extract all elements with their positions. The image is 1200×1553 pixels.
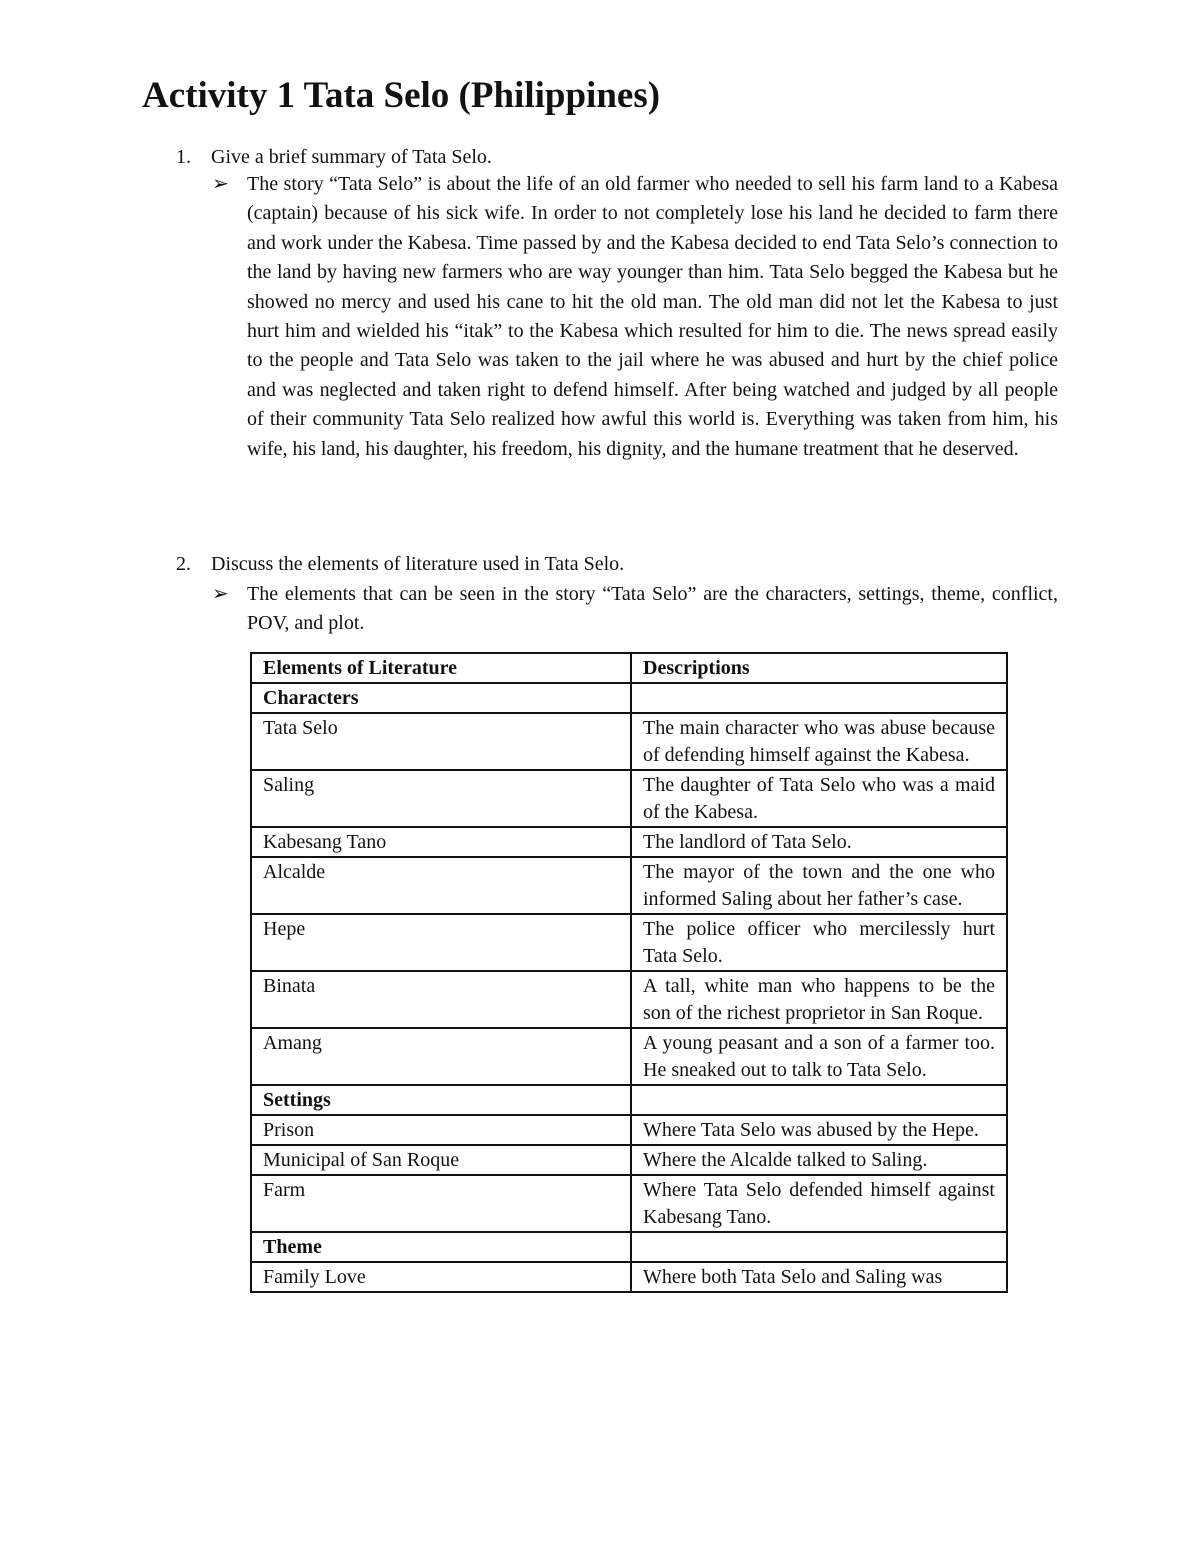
- section-row: [251, 1232, 1007, 1262]
- empty-cell: [631, 1085, 1007, 1115]
- table-row: [251, 914, 1007, 971]
- table-row: [251, 1028, 1007, 1085]
- element-cell: Tata Selo: [251, 713, 631, 770]
- section-label: Theme: [251, 1232, 631, 1262]
- question-number: 2.: [176, 553, 191, 575]
- element-cell: Prison: [251, 1115, 631, 1145]
- element-cell: Farm: [251, 1175, 631, 1232]
- description-cell: Where Tata Selo was abused by the Hepe.: [631, 1115, 1007, 1145]
- question-text: Give a brief summary of Tata Selo.: [211, 146, 492, 168]
- table-row: [251, 1145, 1007, 1175]
- table-row: [251, 1175, 1007, 1232]
- question-text: Discuss the elements of literature used in Tata Selo.: [211, 553, 625, 575]
- table-row: [251, 713, 1007, 770]
- description-cell: A tall, white man who happens to be the son of the richest proprietor in San Roque.: [631, 971, 1007, 1028]
- description-cell: Where Tata Selo defended himself against Kabesang Tano.: [631, 1175, 1007, 1232]
- answer-1: [212, 170, 1058, 464]
- element-cell: Amang: [251, 1028, 631, 1085]
- element-cell: Hepe: [251, 914, 631, 971]
- header-elements: Elements of Literature: [251, 653, 631, 683]
- question-number: 1.: [176, 146, 191, 168]
- table-row: [251, 827, 1007, 857]
- header-descriptions: Descriptions: [631, 653, 1007, 683]
- element-cell: Alcalde: [251, 857, 631, 914]
- table-header-row: [251, 653, 1007, 683]
- arrow-bullet-icon: ➢: [212, 173, 229, 195]
- description-cell: The mayor of the town and the one who informed Saling about her father’s case.: [631, 857, 1007, 914]
- element-cell: Kabesang Tano: [251, 827, 631, 857]
- section-row: [251, 1085, 1007, 1115]
- answer-text: The elements that can be seen in the story “Tata Selo” are the characters, settings, theme, conflict, POV, and plot.: [247, 583, 1058, 635]
- element-cell: Saling: [251, 770, 631, 827]
- table-row: [251, 1262, 1007, 1292]
- description-cell: The main character who was abuse because of defending himself against the Kabesa.: [631, 713, 1007, 770]
- description-cell: Where both Tata Selo and Saling was: [631, 1262, 1007, 1292]
- element-cell: Binata: [251, 971, 631, 1028]
- description-cell: The daughter of Tata Selo who was a maid of the Kabesa.: [631, 770, 1007, 827]
- table-row: [251, 1115, 1007, 1145]
- empty-cell: [631, 683, 1007, 713]
- page-title: Activity 1 Tata Selo (Philippines): [142, 75, 661, 116]
- description-cell: The landlord of Tata Selo.: [631, 827, 1007, 857]
- section-row: [251, 683, 1007, 713]
- answer-2: [212, 580, 1058, 639]
- description-cell: A young peasant and a son of a farmer too. He sneaked out to talk to Tata Selo.: [631, 1028, 1007, 1085]
- description-cell: The police officer who mercilessly hurt Tata Selo.: [631, 914, 1007, 971]
- table-row: [251, 770, 1007, 827]
- table-row: [251, 971, 1007, 1028]
- elements-table: [250, 652, 1008, 1293]
- table-row: [251, 857, 1007, 914]
- arrow-bullet-icon: ➢: [212, 583, 229, 605]
- element-cell: Family Love: [251, 1262, 631, 1292]
- section-label: Characters: [251, 683, 631, 713]
- section-label: Settings: [251, 1085, 631, 1115]
- element-cell: Municipal of San Roque: [251, 1145, 631, 1175]
- description-cell: Where the Alcalde talked to Saling.: [631, 1145, 1007, 1175]
- answer-text: The story “Tata Selo” is about the life of an old farmer who needed to sell his farm land to a Kabesa (captain) because of his sick wife. In order to not completely lose his land he decided to farm there and work under the Kabesa. Time passed by and the Kabesa decided to end Tata Selo’s connection to the land by having new farmers who are way younger than him. Tata Selo begged the Kabesa but he showed no mercy and used his cane to hit the old man. The old man did not let the Kabesa to just hurt him and wielded his “itak” to the Kabesa which resulted for him to die. The news spread easily to the people and Tata Selo was taken to the jail where he was abused and hurt by the chief police and was neglected and taken right to defend himself. After being watched and judged by all people of their community Tata Selo realized how awful this world is. Everything was taken from him, his wife, his land, his daughter, his freedom, his dignity, and the humane treatment that he deserved.: [247, 173, 1058, 460]
- empty-cell: [631, 1232, 1007, 1262]
